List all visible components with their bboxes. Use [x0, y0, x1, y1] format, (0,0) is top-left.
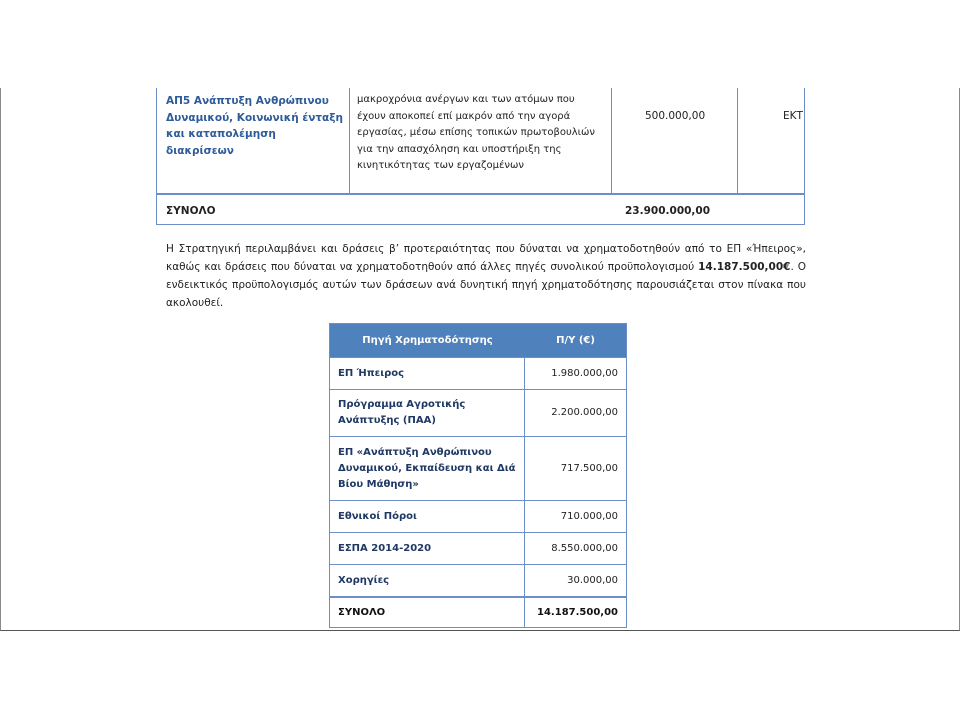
source-cell: ΕΣΠΑ 2014-2020 — [330, 533, 525, 564]
paragraph-text: Η Στρατηγική περιλαμβάνει και δράσεις β’ προτεραιότητας που δύναται να χρηματοδοτηθούν από το ΕΠ «Ήπειρος», καθώς και δράσεις που δύναται να χρηματοδοτηθούν από άλλες πηγές συνολικού προϋπολογισμού — [166, 243, 806, 273]
axis-description: μακροχρόνια ανέργων και των ατόμων που έχουν αποκοπεί επί μακρόν από την αγορά εργασίας, μέσω επίσης τοπικών πρωτοβουλιών για την απασχόληση και υποστήριξη της κινητικότητας των εργαζομένων — [357, 94, 595, 171]
column-divider — [349, 88, 350, 193]
total-label: ΣΥΝΟΛΟ — [166, 205, 216, 217]
table-row — [330, 532, 626, 564]
table-row — [157, 88, 804, 195]
budget-cell: 710.000,00 — [560, 510, 618, 522]
source-cell: Χορηγίες — [330, 565, 525, 596]
axis-name: ΑΠ5 Ανάπτυξη Ανθρώπινου Δυναμικού, Κοινωνική ένταξη και καταπολέμηση διακρίσεων — [166, 95, 343, 157]
total-source: ΣΥΝΟΛΟ — [330, 598, 525, 627]
table-row — [330, 564, 626, 596]
table-row — [330, 389, 626, 436]
table-row — [330, 436, 626, 500]
source-cell: ΕΠ Ήπειρος — [330, 358, 525, 389]
budget-cell: 717.500,00 — [560, 462, 618, 474]
table-row — [330, 357, 626, 389]
header-source: Πηγή Χρηματοδότησης — [362, 335, 493, 346]
axis-fund: ΕΚΤ — [783, 110, 803, 122]
cropped-text-line — [357, 88, 593, 91]
priority-axis-table — [156, 88, 805, 225]
paragraph-text-end: . Ο ενδεικτικός προϋπολογισμός αυτών των δράσεων ανά δυνητική πηγή χρηματοδότησης παρουσιάζεται στον πίνακα που ακολουθεί. — [166, 261, 806, 309]
column-divider — [737, 88, 738, 193]
axis-amount: 500.000,00 — [645, 110, 706, 122]
budget-cell: 2.200.000,00 — [551, 407, 618, 418]
source-cell: ΕΠ «Ανάπτυξη Ανθρώπινου Δυναμικού, Εκπαίδευση και Διά Βίου Μάθηση» — [330, 437, 525, 500]
budget-cell: 8.550.000,00 — [551, 542, 618, 554]
source-cell: Πρόγραμμα Αγροτικής Ανάπτυξης (ΠΑΑ) — [330, 390, 525, 436]
column-divider — [611, 88, 612, 193]
total-value: 23.900.000,00 — [625, 205, 711, 217]
table-header — [330, 324, 626, 357]
source-cell: Εθνικοί Πόροι — [330, 501, 525, 532]
document-page — [0, 88, 960, 631]
table-row — [330, 500, 626, 532]
body-paragraph — [166, 240, 806, 312]
funding-sources-table — [329, 323, 627, 628]
table-total-row — [330, 596, 626, 627]
total-budget: 14.187.500,00 — [537, 606, 618, 618]
budget-cell: 30.000,00 — [567, 574, 618, 586]
header-budget: Π/Υ (€) — [556, 335, 595, 346]
paragraph-bold-amount: 14.187.500,00€ — [698, 261, 791, 273]
budget-cell: 1.980.000,00 — [551, 367, 618, 379]
